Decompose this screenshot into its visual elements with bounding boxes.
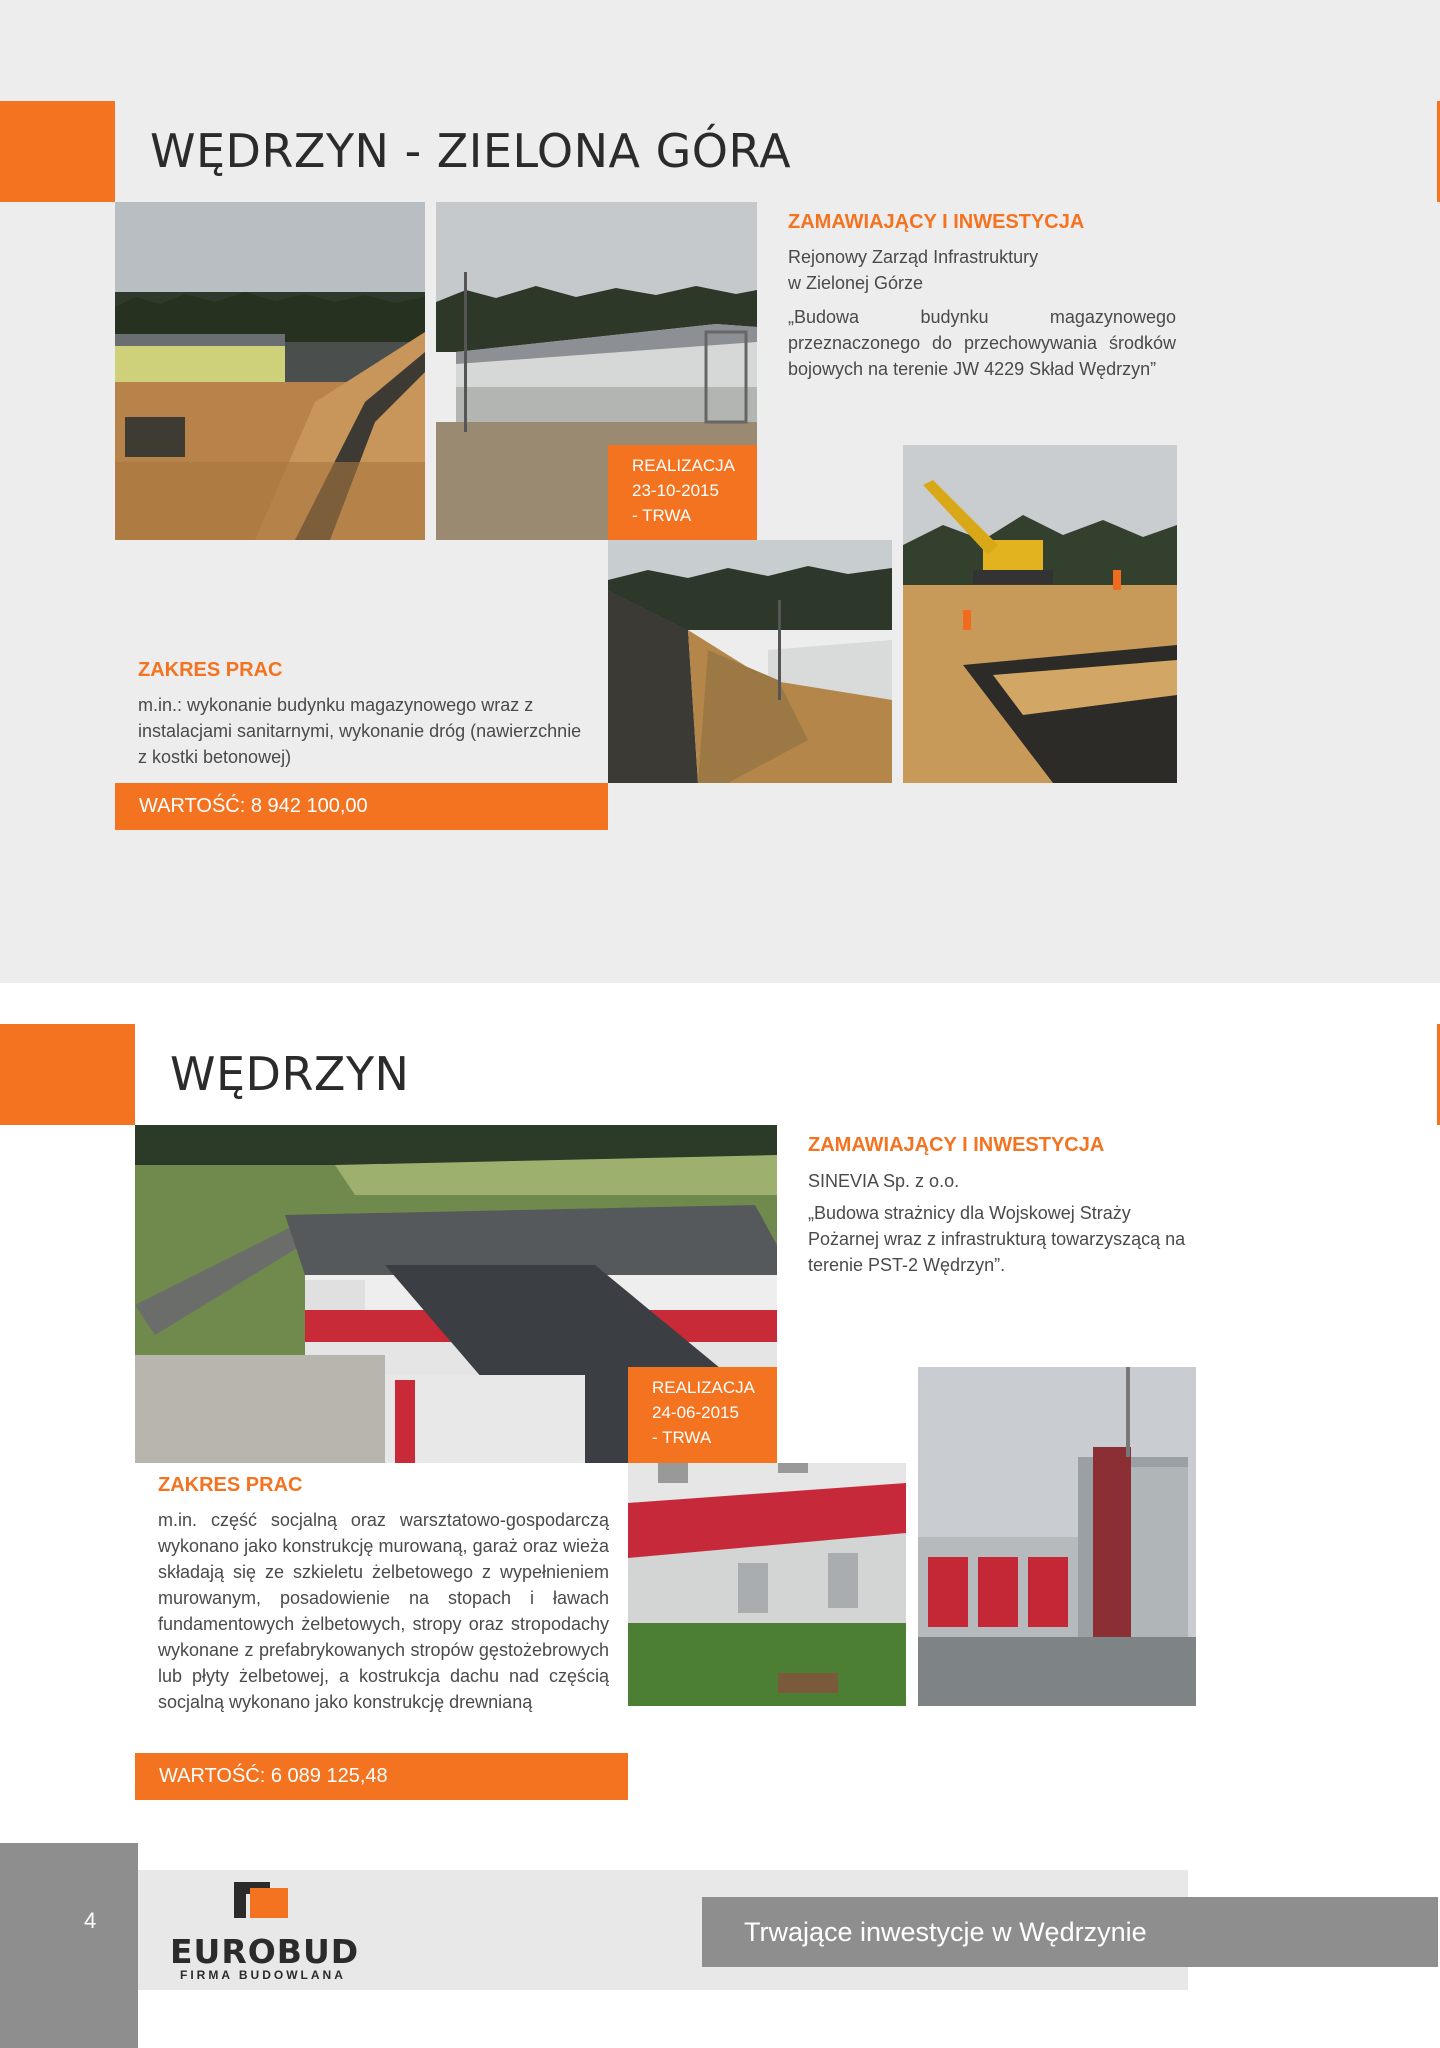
scope-heading: ZAKRES PRAC: [138, 659, 283, 681]
client-heading: ZAMAWIAJĄCY I INWESTYCJA: [788, 211, 1085, 233]
title-accent-block: [0, 1024, 135, 1125]
realization-date: 24-06-2015: [652, 1403, 739, 1422]
excavator-photo: [903, 445, 1177, 783]
footer-section-title: Trwające inwestycje w Wędrzynie: [702, 1897, 1438, 1967]
realization-date: 23-10-2015: [632, 481, 719, 500]
section-title: WĘDRZYN: [170, 1047, 410, 1101]
page-number: 4: [84, 1908, 97, 1933]
scope-description: m.in. część socjalną oraz warsztatowo-gospodarczą wykonano jako konstrukcję murowaną, garaż oraz wieża składają się ze szkieletu żelbetowego z wypełnieniem murowanym, posadowienie na stopach i ławach fundamentowych żelbetowych, stropy oraz stropodachy wykonane z prefabrykowanych stropów gęstożebrowych lub płyty żelbetowej, a kostrukcja dachu nad częścią socjalną wykonano jako konstrukcję drewnianą: [158, 1510, 609, 1712]
title-accent-block: [0, 101, 115, 202]
realization-status: - TRWA: [632, 506, 692, 525]
scope-description: m.in.: wykonanie budynku magazynowego wraz z instalacjami sanitarnymi, wykonanie dróg (nawierzchnie z kostki betonowej): [138, 695, 582, 767]
client-name: SINEVIA Sp. z o.o.: [808, 1171, 960, 1191]
investment-description: „Budowa strażnicy dla Wojskowej Straży Pożarnej wraz z infrastrukturą towarzyszącą na terenie PST-2 Wędrzyn”.: [808, 1203, 1186, 1275]
logo-subtitle: FIRMA BUDOWLANA: [180, 1968, 346, 1982]
page-title: WĘDRZYN - ZIELONA GÓRA: [150, 124, 792, 178]
client-name-line: Rejonowy Zarząd Infrastruktury: [788, 247, 1039, 267]
investment-description: „Budowa budynku magazynowego przeznaczonego do przechowywania środków bojowych na terenie JW 4229 Skład Wędrzyn”: [788, 307, 1176, 379]
client-name: [788, 244, 1178, 296]
realization-label: REALIZACJA: [632, 456, 735, 475]
garage-tower-photo: [918, 1367, 1196, 1706]
client-name-line: w Zielonej Górze: [788, 273, 924, 293]
client-heading: ZAMAWIAJĄCY I INWESTYCJA: [808, 1134, 1105, 1156]
value-bar: WARTOŚĆ: 8 942 100,00: [115, 783, 608, 830]
construction-photo: [115, 202, 425, 540]
logo-wordmark: EUROBUD: [170, 1932, 360, 1971]
realization-status: - TRWA: [652, 1428, 712, 1447]
realization-badge: [628, 1367, 777, 1463]
footer-page-tab: [0, 1843, 138, 2048]
excavation-photo: [608, 540, 892, 783]
scope-heading: ZAKRES PRAC: [158, 1474, 303, 1496]
realization-badge: [608, 445, 757, 540]
realization-label: REALIZACJA: [652, 1378, 755, 1397]
value-bar: WARTOŚĆ: 6 089 125,48: [135, 1753, 628, 1800]
building-facade-photo: [628, 1463, 906, 1706]
